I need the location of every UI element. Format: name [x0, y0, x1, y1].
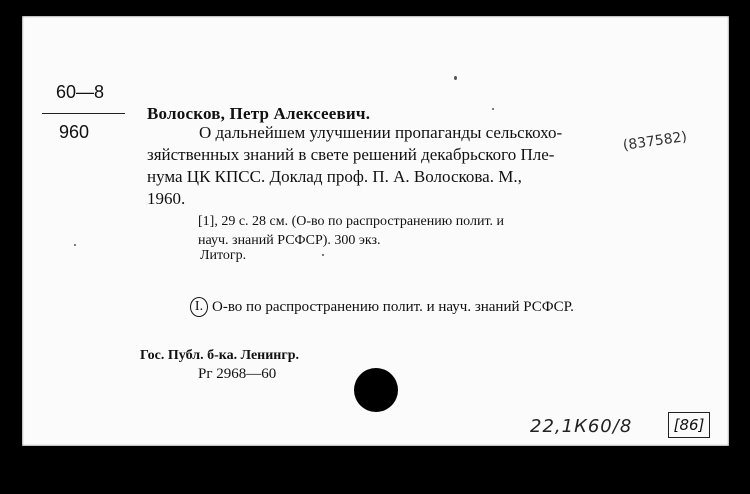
- registration-number: Рг 2968—60: [198, 366, 277, 382]
- shelfmark-top: 60—8: [56, 82, 105, 102]
- body-line: нума ЦК КПСС. Доклад проф. П. А. Волоскова. М.,: [147, 167, 522, 186]
- body-line: О дальнейшем улучшении пропаганды сельскохо-: [199, 123, 563, 142]
- added-entry-number: I.: [190, 297, 208, 317]
- body-line: зяйственных знаний в свете решений декабрьского Пле-: [147, 145, 555, 164]
- title-description: [147, 122, 705, 210]
- speck: [74, 244, 76, 246]
- author-heading: Волосков, Петр Алексеевич.: [147, 104, 371, 123]
- shelfmark-bottom: 960: [59, 122, 90, 142]
- library-name: Гос. Публ. б-ка. Ленингр.: [140, 348, 300, 363]
- printing-note: Литогр.: [200, 248, 247, 263]
- shelfmark-divider: [42, 113, 125, 114]
- speck: [454, 76, 457, 80]
- handwritten-code: 22,1К60/8: [530, 416, 633, 437]
- added-entry: [190, 297, 574, 317]
- imprint-line: науч. знаний РСФСР). 300 экз.: [198, 233, 381, 248]
- speck: [492, 108, 494, 110]
- punch-hole: [354, 368, 398, 412]
- added-entry-text: О-во по распространению полит. и науч. знаний РСФСР.: [212, 298, 574, 315]
- imprint-line: [1], 29 с. 28 см. (О-во по распространению полит. и: [198, 214, 505, 229]
- body-line: 1960.: [147, 189, 186, 208]
- speck: [322, 254, 324, 256]
- margin-note: (837582): [622, 129, 688, 154]
- stamp-box: [86]: [668, 412, 710, 438]
- collation-imprint: [198, 212, 706, 250]
- catalog-card: [22, 16, 729, 446]
